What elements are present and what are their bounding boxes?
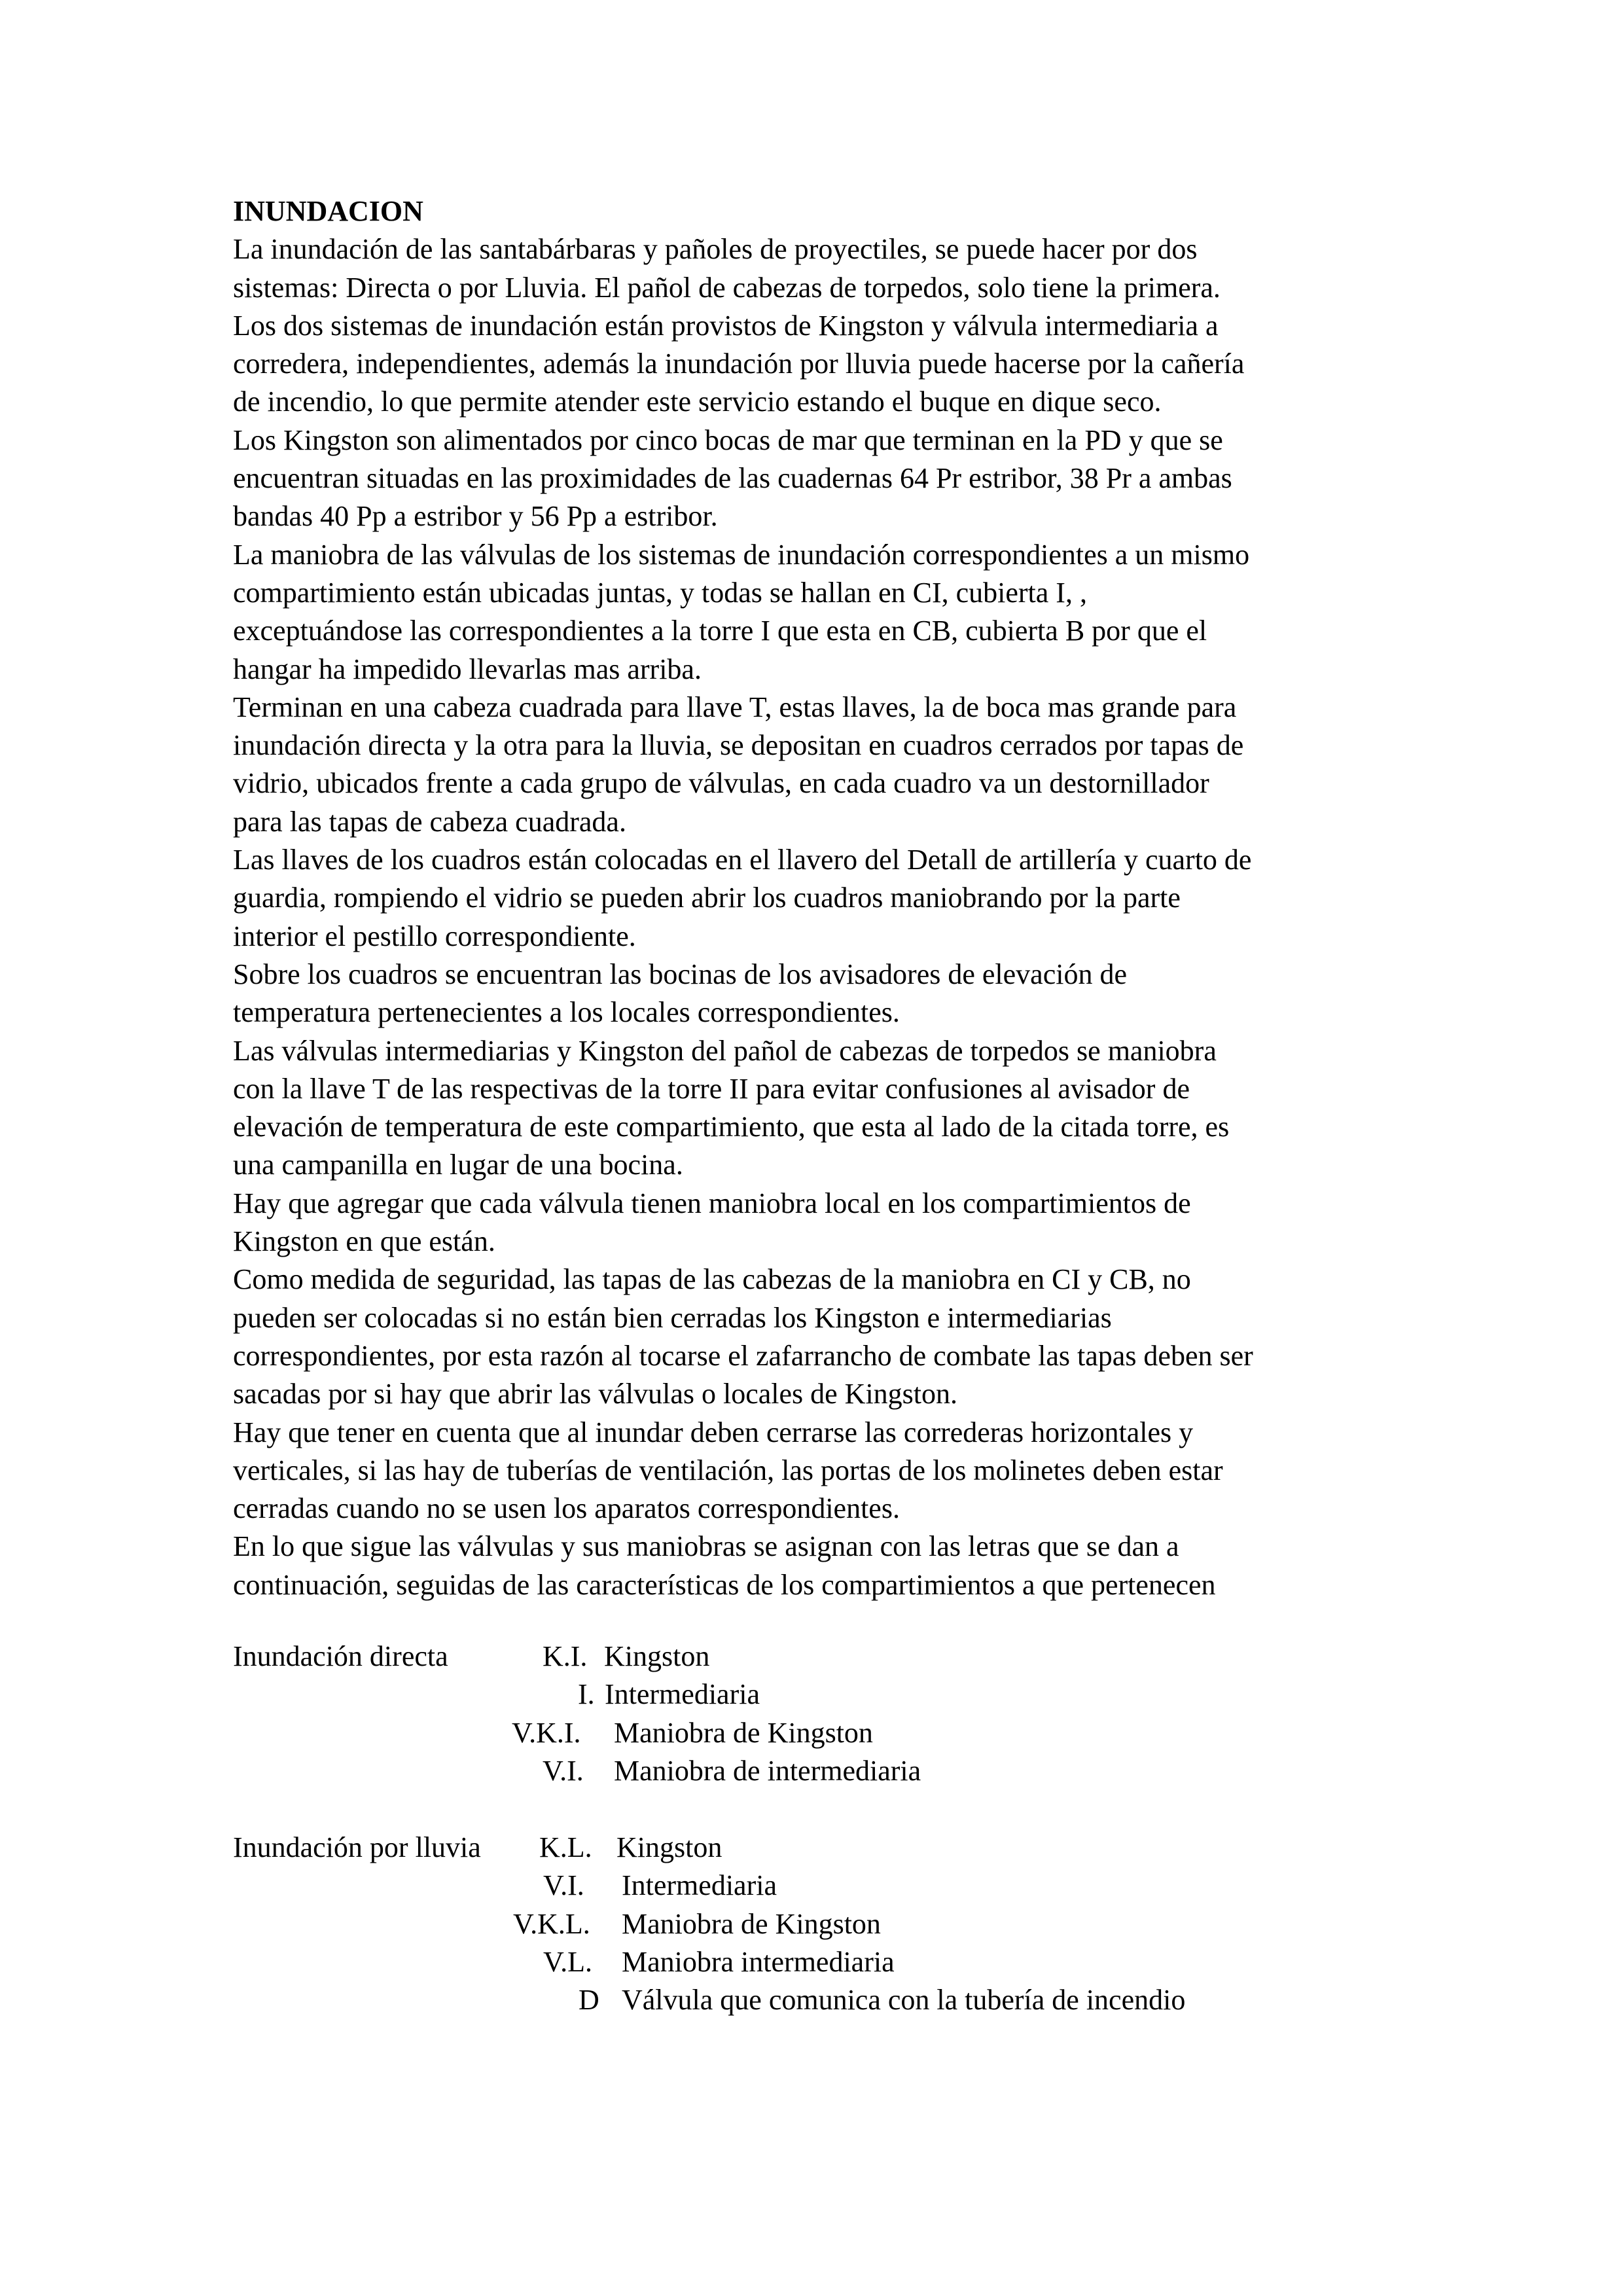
text-line: La maniobra de las válvulas de los sistemas de inundación correspondientes a un mismo — [233, 538, 1250, 571]
legend-code: K.I. — [543, 1640, 588, 1672]
text-line: Las llaves de los cuadros están colocadas en el llavero del Detall de artillería y cuarto de — [233, 844, 1252, 876]
legend-row — [233, 1905, 1411, 1943]
text-line: inundación directa y la otra para la lluvia, se depositan en cuadros cerrados por tapas de — [233, 729, 1244, 762]
text-line: correspondientes, por esta razón al tocarse el zafarrancho de combate las tapas deben ser — [233, 1339, 1253, 1372]
text-line: con la llave T de las respectivas de la torre II para evitar confusiones al avisador de — [233, 1072, 1190, 1105]
text-line: Los Kingston son alimentados por cinco bocas de mar que terminan en la PD y que se — [233, 423, 1223, 456]
text-line: vidrio, ubicados frente a cada grupo de válvulas, en cada cuadro va un destornillador — [233, 767, 1209, 800]
text-line: sistemas: Directa o por Lluvia. El pañol de cabezas de torpedos, solo tiene la primera. — [233, 271, 1221, 304]
text-line: Sobre los cuadros se encuentran las bocinas de los avisadores de elevación de — [233, 958, 1127, 990]
legend-row — [233, 1867, 1411, 1905]
legend-code: V.I. — [543, 1869, 584, 1902]
legend-inundacion-directa — [233, 1638, 1411, 1790]
legend-row — [233, 1752, 1411, 1790]
text-line: verticales, si las hay de tuberías de ventilación, las portas de los molinetes deben estar — [233, 1454, 1223, 1486]
text-line: pueden ser colocadas si no están bien cerradas los Kingston e intermediarias — [233, 1301, 1112, 1334]
legend-desc: Maniobra de intermediaria — [614, 1754, 921, 1787]
text-line: Las válvulas intermediarias y Kingston del pañol de cabezas de torpedos se maniobra — [233, 1034, 1217, 1067]
legend-row — [233, 1676, 1411, 1713]
legend-desc: Maniobra de Kingston — [622, 1907, 881, 1940]
legend-row — [233, 1829, 1411, 1867]
text-line: Hay que tener en cuenta que al inundar deben cerrarse las correderas horizontales y — [233, 1416, 1194, 1448]
legend-row — [233, 1638, 1411, 1676]
text-line: una campanilla en lugar de una bocina. — [233, 1149, 683, 1181]
legend-code: D — [579, 1984, 599, 2017]
legend-row — [233, 1714, 1411, 1752]
legend-desc: Intermediaria — [622, 1869, 777, 1902]
text-line: Terminan en una cabeza cuadrada para llave T, estas llaves, la de boca mas grande para — [233, 691, 1237, 723]
paragraph-lines — [233, 230, 1411, 1604]
legend-desc: Intermediaria — [605, 1678, 760, 1711]
text-line: corredera, independientes, además la inundación por lluvia puede hacerse por la cañería — [233, 348, 1245, 380]
legend-desc: Kingston — [604, 1640, 710, 1672]
legend-desc: Válvula que comunica con la tubería de incendio — [622, 1984, 1186, 2017]
text-line: encuentran situadas en las proximidades de las cuadernas 64 Pr estribor, 38 Pr a ambas — [233, 462, 1232, 495]
text-line: Como medida de seguridad, las tapas de las cabezas de la maniobra en CI y CB, no — [233, 1263, 1191, 1296]
text-line: Kingston en que están. — [233, 1225, 495, 1258]
text-line: bandas 40 Pp a estribor y 56 Pp a estribor. — [233, 500, 718, 533]
text-line: para las tapas de cabeza cuadrada. — [233, 805, 626, 838]
text-line: hangar ha impedido llevarlas mas arriba. — [233, 653, 702, 685]
legend-desc: Maniobra de Kingston — [614, 1716, 873, 1749]
legend-desc: Maniobra intermediaria — [622, 1945, 895, 1978]
legend-group-label: Inundación por lluvia — [233, 1831, 481, 1863]
text-line: cerradas cuando no se usen los aparatos correspondientes. — [233, 1492, 900, 1525]
text-line: Los dos sistemas de inundación están provistos de Kingston y válvula intermediaria a — [233, 309, 1219, 342]
legend-group-label: Inundación directa — [233, 1640, 448, 1672]
legend-code: V.L. — [543, 1945, 592, 1978]
text-line: elevación de temperatura de este compartimiento, que esta al lado de la citada torre, es — [233, 1111, 1230, 1143]
body-text — [233, 192, 1411, 1604]
legend-desc: Kingston — [616, 1831, 722, 1863]
legend-code: K.L. — [539, 1831, 592, 1863]
text-line: interior el pestillo correspondiente. — [233, 920, 636, 952]
text-line: temperatura pertenecientes a los locales correspondientes. — [233, 996, 900, 1029]
legend-code: V.I. — [543, 1754, 584, 1787]
text-line: Hay que agregar que cada válvula tienen maniobra local en los compartimientos de — [233, 1187, 1191, 1219]
text-line: exceptuándose las correspondientes a la torre I que esta en CB, cubierta B por que el — [233, 615, 1207, 647]
text-line: En lo que sigue las válvulas y sus maniobras se asignan con las letras que se dan a — [233, 1530, 1179, 1563]
text-line: guardia, rompiendo el vidrio se pueden abrir los cuadros maniobrando por la parte — [233, 882, 1181, 914]
legend-code: V.K.I. — [512, 1716, 581, 1749]
legend-code: V.K.L. — [513, 1907, 590, 1940]
legend-inundacion-lluvia — [233, 1829, 1411, 2019]
text-line: La inundación de las santabárbaras y pañoles de proyectiles, se puede hacer por dos — [233, 233, 1198, 266]
document-title: INUNDACION — [233, 195, 423, 227]
legend-row — [233, 1981, 1411, 2019]
text-line: de incendio, lo que permite atender este servicio estando el buque en dique seco. — [233, 386, 1162, 418]
legend-row — [233, 1943, 1411, 1981]
text-line: sacadas por si hay que abrir las válvulas o locales de Kingston. — [233, 1378, 958, 1410]
text-line: continuación, seguidas de las características de los compartimientos a que pertenecen — [233, 1568, 1216, 1601]
legend-code: I. — [578, 1678, 595, 1711]
text-line: compartimiento están ubicadas juntas, y todas se hallan en CI, cubierta I, , — [233, 576, 1087, 609]
